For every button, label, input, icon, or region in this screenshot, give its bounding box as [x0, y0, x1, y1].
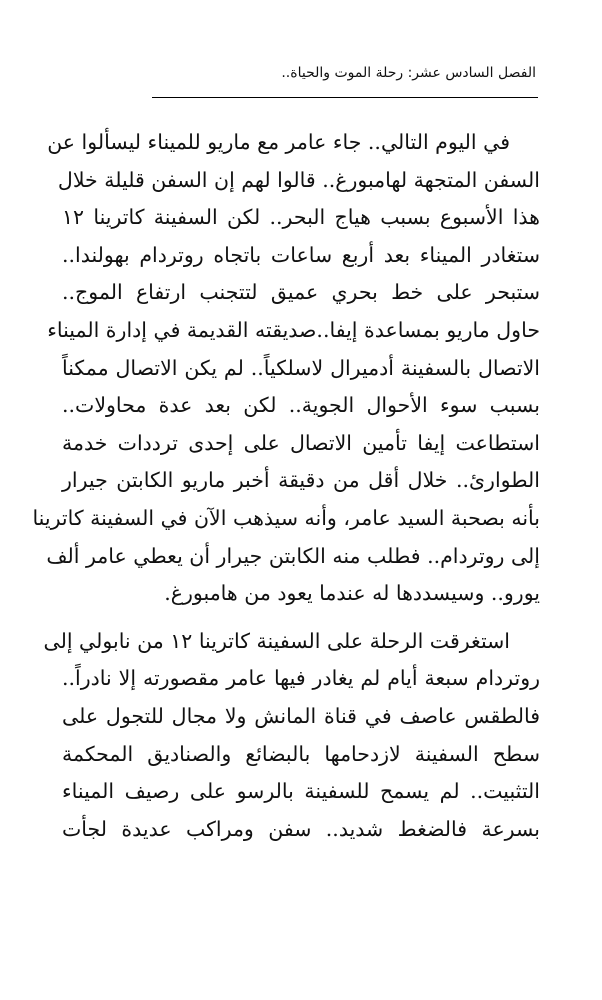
text-line: الاتصال بالسفينة أدميرال لاسلكياً.. لم يكن الاتصال ممكناً	[62, 355, 540, 380]
paragraph-gap	[62, 613, 540, 623]
paragraph-1	[32, 124, 540, 613]
text-line: التثبيت.. لم يسمح للسفينة بالرسو على رصيف الميناء	[62, 779, 540, 804]
text-line: استطاعت إيفا تأمين الاتصال على إحدى ترددات خدمة	[62, 430, 540, 455]
text-line: السفن المتجهة لهامبورغ.. قالوا لهم إن السفن قليلة خلال	[57, 167, 540, 192]
text-line: إلى روتردام.. فطلب منه الكابتن جيرار أن يعطي عامر ألف	[46, 543, 540, 568]
text-line: سطح السفينة لازدحامها بالبضائع والصناديق المحكمة	[62, 741, 540, 766]
body-text	[32, 124, 540, 848]
text-line: استغرقت الرحلة على السفينة كاترينا ١٢ من نابولي إلى	[43, 628, 510, 653]
text-line: روتردام سبعة أيام لم يغادر فيها عامر مقصورته إلا نادراً..	[62, 666, 540, 691]
running-header: الفصل السادس عشر: رحلة الموت والحياة..	[281, 65, 536, 81]
text-line: هذا الأسبوع بسبب هياج البحر.. لكن السفينة كاترينا ١٢	[62, 205, 540, 230]
text-line: فالطقس عاصف في قناة المانش ولا مجال للتجول على	[62, 703, 540, 728]
text-line: يورو.. وسيسددها له عندما يعود من هامبورغ.	[164, 581, 540, 606]
text-line: الطوارئ.. خلال أقل من دقيقة أخبر ماريو الكابتن جيرار	[62, 468, 540, 493]
text-line: بأنه بصحبة السيد عامر، وأنه سيذهب الآن في السفينة كاترينا	[32, 505, 540, 530]
text-line: في اليوم التالي.. جاء عامر مع ماريو للميناء ليسألوا عن	[47, 130, 510, 154]
text-line: حاول ماريو بمساعدة إيفا..صديقته القديمة في إدارة الميناء	[47, 317, 540, 342]
text-line: بسرعة فالضغط شديد.. سفن ومراكب عديدة لجأت	[62, 816, 540, 841]
text-line: ستبحر على خط بحري عميق لتتجنب ارتفاع الموج..	[62, 280, 540, 305]
text-line: ستغادر الميناء بعد أربع ساعات باتجاه روتردام بهولندا..	[62, 242, 540, 267]
paragraph-2	[43, 623, 540, 849]
text-line: بسبب سوء الأحوال الجوية.. لكن بعد عدة محاولات..	[62, 393, 540, 418]
header-divider	[152, 97, 538, 98]
